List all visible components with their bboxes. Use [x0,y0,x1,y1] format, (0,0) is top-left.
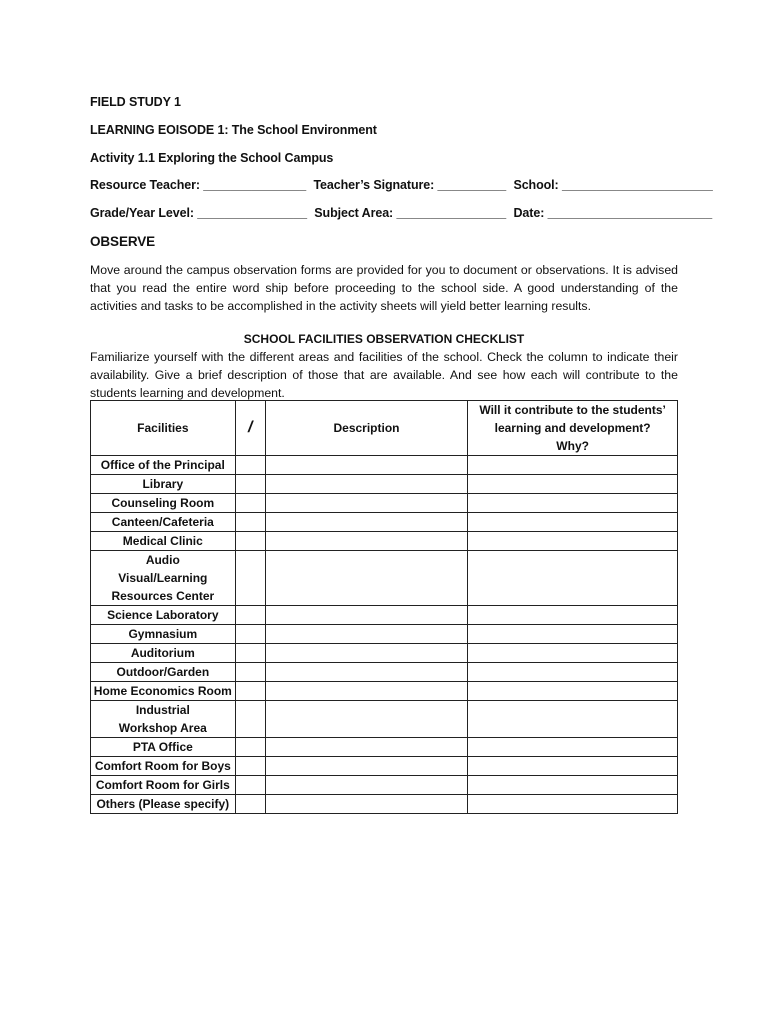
contribute-cell[interactable] [468,795,678,814]
facility-name: Canteen/Cafeteria [91,513,236,532]
episode-title: LEARNING EOISODE 1: The School Environment [90,123,377,137]
check-cell[interactable] [235,738,265,757]
description-cell[interactable] [265,757,468,776]
table-row [91,532,678,551]
check-cell[interactable] [235,795,265,814]
header-check: / [235,401,265,456]
table-row [91,663,678,682]
description-cell[interactable] [265,738,468,757]
table-row [91,776,678,795]
description-cell[interactable] [265,644,468,663]
contribute-cell[interactable] [468,701,678,738]
table-row [91,738,678,757]
table-row [91,795,678,814]
facility-name: Audio Visual/Learning Resources Center [91,551,236,606]
check-cell[interactable] [235,682,265,701]
contribute-cell[interactable] [468,682,678,701]
check-cell[interactable] [235,513,265,532]
contribute-cell[interactable] [468,663,678,682]
table-row [91,456,678,475]
contribute-cell[interactable] [468,532,678,551]
check-cell[interactable] [235,532,265,551]
facility-name: Gymnasium [91,625,236,644]
observe-paragraph: Move around the campus observation forms are provided for you to document or observations. It is advised that you read the entire word ship before proceeding to the school side. A good understanding of the activities and tasks to be accomplished in the activity sheets will yield better learning results. [90,263,678,313]
table-row [91,682,678,701]
check-cell[interactable] [235,475,265,494]
observe-heading: OBSERVE [90,234,156,249]
facility-name: Auditorium [91,644,236,663]
facility-name: Comfort Room for Girls [91,776,236,795]
facility-name: Medical Clinic [91,532,236,551]
checklist-instructions: Familiarize yourself with the different areas and facilities of the school. Check the column to indicate their availability. Give a brief description of those that are available. And see how each will contribute to the students learning and development. [90,350,678,400]
facility-name: Others (Please specify) [91,795,236,814]
description-cell[interactable] [265,456,468,475]
contribute-cell[interactable] [468,475,678,494]
contribute-cell[interactable] [468,456,678,475]
resource-teacher-field: Resource Teacher: _______________ [90,178,307,192]
contribute-cell[interactable] [468,644,678,663]
table-row [91,475,678,494]
grade-level-field: Grade/Year Level: ________________ [90,206,307,220]
facilities-checklist-table [90,400,678,814]
facility-name: Office of the Principal [91,456,236,475]
table-row [91,551,678,606]
check-cell[interactable] [235,456,265,475]
table-row [91,644,678,663]
facility-name: Library [91,475,236,494]
teacher-signature-field: Teacher’s Signature: __________ [313,178,507,192]
contribute-cell[interactable] [468,625,678,644]
header-description: Description [265,401,468,456]
contribute-cell[interactable] [468,757,678,776]
description-cell[interactable] [265,494,468,513]
course-title: FIELD STUDY 1 [90,95,181,109]
header-facilities: Facilities [91,401,236,456]
description-cell[interactable] [265,475,468,494]
contribute-cell[interactable] [468,776,678,795]
subject-area-field: Subject Area: ________________ [314,206,507,220]
facility-name: Outdoor/Garden [91,663,236,682]
description-cell[interactable] [265,625,468,644]
check-cell[interactable] [235,701,265,738]
contribute-cell[interactable] [468,606,678,625]
table-row [91,606,678,625]
description-cell[interactable] [265,682,468,701]
check-cell[interactable] [235,776,265,795]
contribute-cell[interactable] [468,551,678,606]
checklist-title: SCHOOL FACILITIES OBSERVATION CHECKLIST [243,332,525,346]
description-cell[interactable] [265,776,468,795]
header-contribute: Will it contribute to the students’ learning and development? Why? [468,401,678,456]
table-row [91,625,678,644]
school-field: School: ______________________ [513,178,713,192]
check-cell[interactable] [235,494,265,513]
check-cell[interactable] [235,757,265,776]
description-cell[interactable] [265,551,468,606]
contribute-cell[interactable] [468,494,678,513]
check-cell[interactable] [235,551,265,606]
date-field: Date: ________________________ [513,206,713,220]
description-cell[interactable] [265,606,468,625]
facility-name: PTA Office [91,738,236,757]
table-row [91,757,678,776]
facility-name: Science Laboratory [91,606,236,625]
facility-name: Counseling Room [91,494,236,513]
facility-name: Comfort Room for Boys [91,757,236,776]
activity-title: Activity 1.1 Exploring the School Campus [90,151,334,165]
info-fields-row-1 [90,178,717,192]
table-row [91,494,678,513]
table-row [91,701,678,738]
table-row [91,513,678,532]
contribute-cell[interactable] [468,513,678,532]
description-cell[interactable] [265,513,468,532]
info-fields-row-2 [90,206,716,220]
facility-name: Home Economics Room [91,682,236,701]
table-header-row [91,401,678,456]
description-cell[interactable] [265,701,468,738]
check-cell[interactable] [235,625,265,644]
check-cell[interactable] [235,606,265,625]
facility-name: Industrial Workshop Area [91,701,236,738]
check-cell[interactable] [235,663,265,682]
contribute-cell[interactable] [468,738,678,757]
description-cell[interactable] [265,663,468,682]
check-cell[interactable] [235,644,265,663]
description-cell[interactable] [265,532,468,551]
description-cell[interactable] [265,795,468,814]
